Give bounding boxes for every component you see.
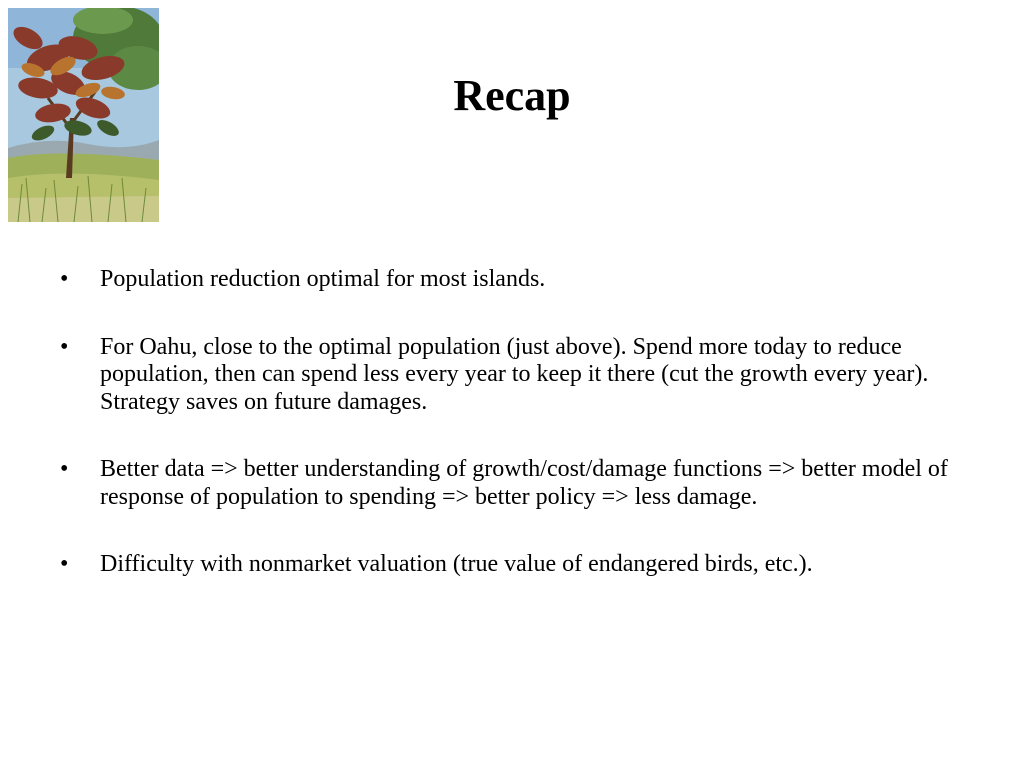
bullet-icon: •	[60, 456, 69, 482]
bullet-text: Population reduction optimal for most islands.	[100, 266, 546, 292]
slide-title: Recap	[453, 71, 571, 120]
bullet-item	[60, 456, 970, 511]
bullet-text: Difficulty with nonmarket valuation (true value of endangered birds, etc.).	[100, 551, 813, 577]
bullet-item	[60, 551, 970, 579]
bullet-item	[60, 334, 970, 417]
bullet-icon: •	[60, 333, 69, 360]
bullet-text: Better data => better understanding of growth/cost/damage functions => better model of response of population to spending => better policy => less damage.	[100, 456, 948, 510]
bullet-icon: •	[60, 551, 69, 577]
bullet-item	[60, 266, 970, 294]
bullet-text: For Oahu, close to the optimal population (just above). Spend more today to reduce population, then can spend less every year to keep it there (cut the growth every year). Strategy saves on future damages.	[100, 333, 929, 415]
bullet-icon: •	[60, 266, 69, 292]
bullet-list	[60, 266, 980, 579]
